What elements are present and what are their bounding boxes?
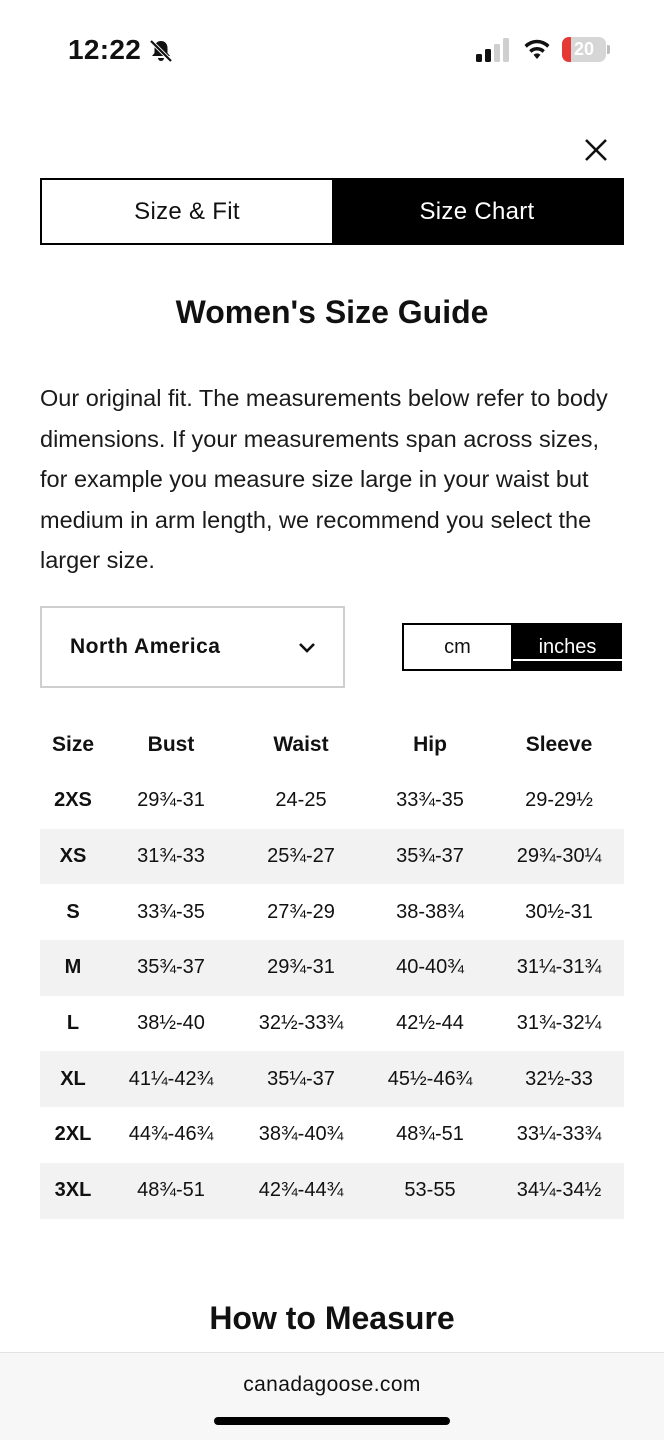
cell-hip: 33¾-35: [396, 789, 464, 812]
cell-bust: 48¾-51: [106, 1163, 236, 1219]
cell-hip: 35¾-37: [366, 829, 494, 885]
cell-bust: 35¾-37: [106, 940, 236, 996]
unit-toggle: [402, 623, 622, 671]
size-chart-table: [40, 717, 624, 1219]
table-row: [40, 884, 624, 940]
cell-waist: 42¾-44¾: [236, 1163, 366, 1219]
cell-waist: 29¾-31: [236, 940, 366, 996]
cell-sleeve: 34¼-34½: [494, 1163, 624, 1219]
cell-bust: 29¾-31: [137, 789, 205, 812]
cell-size: 2XL: [54, 1123, 92, 1146]
unit-inches-button[interactable]: inches: [513, 623, 622, 671]
header-sleeve: Sleeve: [525, 733, 593, 756]
table-row: [40, 1051, 624, 1107]
table-row: [40, 1163, 624, 1219]
cell-bust: 33¾-35: [137, 900, 205, 923]
status-time: 12:22: [68, 34, 142, 65]
tab-size-fit[interactable]: Size & Fit: [42, 180, 332, 243]
browser-address-bar[interactable]: [0, 1352, 664, 1440]
home-indicator[interactable]: [214, 1417, 450, 1425]
battery-level: 20: [573, 39, 595, 59]
bell-slash-icon: [148, 38, 174, 64]
cell-hip: 38-38¾: [396, 900, 464, 923]
cell-size: L: [66, 1012, 80, 1035]
cell-waist: 35¼-37: [236, 1051, 366, 1107]
table-row: [40, 1107, 624, 1163]
cell-hip: 45½-46¾: [366, 1051, 494, 1107]
cell-size: S: [66, 900, 80, 923]
wifi-icon: [523, 37, 551, 61]
region-select-value: North America: [70, 635, 221, 658]
size-guide-tabs: [40, 178, 624, 245]
status-bar: [0, 0, 664, 100]
fit-description: Our original fit. The measurements below refer to body dimensions. If your measurements span across sizes, for example you measure size large in your waist but medium in arm length, we recommend you select the larger size.: [40, 385, 608, 573]
cell-bust: 44¾-46¾: [128, 1123, 214, 1146]
header-hip: Hip: [413, 733, 447, 756]
cell-sleeve: 29¾-30¼: [494, 829, 624, 885]
cell-waist: 38¾-40¾: [258, 1123, 344, 1146]
cell-waist: 25¾-27: [236, 829, 366, 885]
cell-sleeve: 32½-33: [494, 1051, 624, 1107]
header-size: Size: [51, 733, 95, 756]
table-row: [40, 940, 624, 996]
cell-waist: 32½-33¾: [258, 1012, 344, 1035]
cell-bust: 31¾-33: [106, 829, 236, 885]
how-to-measure-heading: How to Measure: [209, 1300, 455, 1336]
cell-sleeve: 31¼-31¾: [494, 940, 624, 996]
cell-sleeve: 33¼-33¾: [516, 1123, 602, 1146]
battery-icon: [562, 37, 610, 62]
cell-sleeve: 30½-31: [525, 900, 593, 923]
page-title: Women's Size Guide: [175, 294, 489, 330]
table-header-row: [40, 717, 624, 773]
cell-size: 3XL: [40, 1163, 106, 1219]
cell-bust: 38½-40: [137, 1012, 205, 1035]
table-row: [40, 996, 624, 1052]
cell-waist: 27¾-29: [267, 900, 335, 923]
cell-sleeve: 29-29½: [525, 789, 593, 812]
header-bust: Bust: [147, 733, 195, 756]
table-row: [40, 773, 624, 829]
cell-hip: 48¾-51: [396, 1123, 464, 1146]
table-row: [40, 829, 624, 885]
tab-size-chart[interactable]: Size Chart: [332, 180, 622, 243]
signal-icon: [476, 38, 510, 62]
unit-cm-button[interactable]: cm: [402, 623, 513, 671]
cell-sleeve: 31¾-32¼: [516, 1012, 602, 1035]
cell-size: 2XS: [54, 789, 92, 812]
cell-size: XS: [40, 829, 106, 885]
cell-hip: 53-55: [366, 1163, 494, 1219]
cell-waist: 24-25: [275, 789, 327, 812]
region-select[interactable]: [40, 606, 345, 688]
cell-size: M: [40, 940, 106, 996]
cell-hip: 40-40¾: [366, 940, 494, 996]
chevron-down-icon: [297, 640, 317, 654]
header-waist: Waist: [273, 733, 329, 756]
cell-bust: 41¼-42¾: [106, 1051, 236, 1107]
close-button[interactable]: [580, 134, 612, 166]
cell-hip: 42½-44: [396, 1012, 464, 1035]
url-text[interactable]: canadagoose.com: [243, 1373, 421, 1396]
cell-size: XL: [40, 1051, 106, 1107]
